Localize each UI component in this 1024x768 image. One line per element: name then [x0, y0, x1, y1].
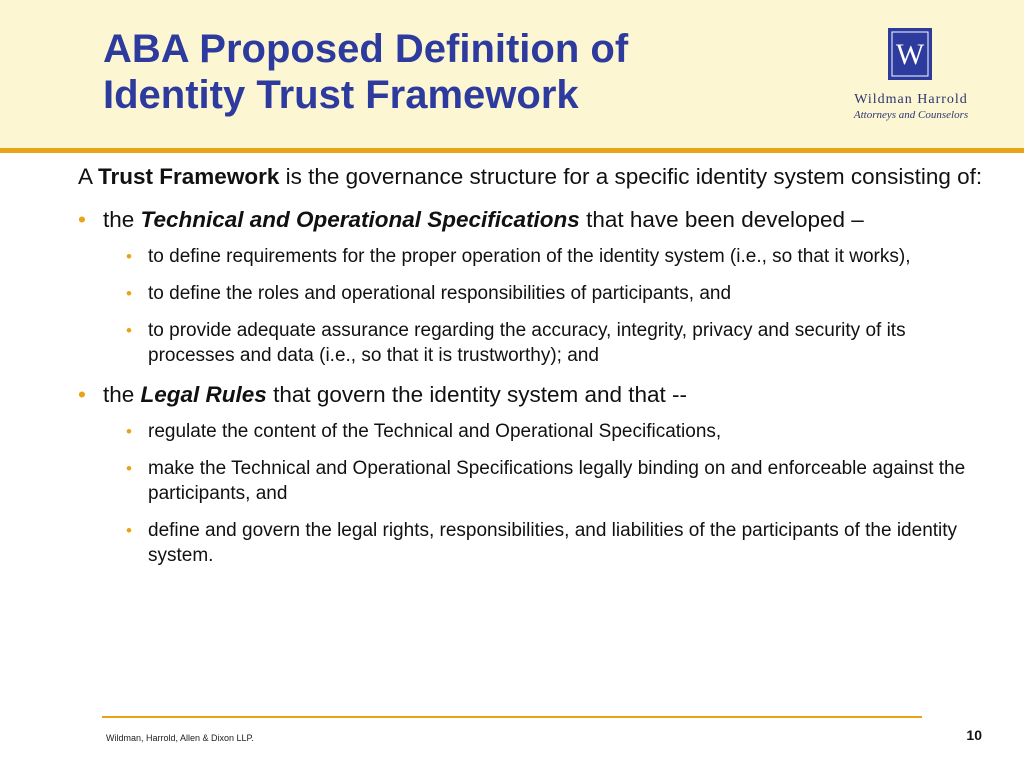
intro-paragraph — [78, 162, 988, 191]
intro-prefix: A — [78, 164, 99, 189]
sub-bullet-item — [122, 456, 988, 506]
bullet-icon: • — [78, 382, 86, 407]
intro-term: Trust Framework — [98, 164, 280, 189]
firm-logo — [836, 28, 986, 128]
bullet-icon: • — [126, 247, 132, 266]
bullet-technical-specifications — [78, 205, 988, 234]
logo-tagline: Attorneys and Counselors — [853, 109, 969, 121]
bullet-icon: • — [126, 321, 132, 340]
slide-title-line-2: Identity Trust Framework — [103, 73, 579, 117]
sub-bullet-item — [122, 518, 988, 568]
bullet-icon: • — [126, 422, 132, 441]
sub-bullet-text: define and govern the legal rights, responsibilities, and liabilities of the participants of the identity system. — [148, 520, 958, 566]
sub-bullet-text: regulate the content of the Technical and Operational Specifications, — [148, 421, 722, 442]
bullet-icon: • — [126, 459, 132, 478]
footer-divider — [102, 716, 922, 718]
footer-firm-name: Wildman, Harrold, Allen & Dixon LLP. — [106, 733, 254, 743]
sub-bullet-text: to define the roles and operational responsibilities of participants, and — [148, 283, 732, 304]
monogram-logo-icon — [888, 28, 932, 80]
bullet-icon: • — [126, 521, 132, 540]
bullet-text: that govern the identity system and that -- — [266, 382, 688, 407]
sub-bullet-text: to provide adequate assurance regarding the accuracy, integrity, privacy and security of its processes and data (i.e., so that it is trustworthy); and — [148, 320, 906, 366]
bullet-prefix: the — [103, 382, 141, 407]
slide-title-line-1: ABA Proposed Definition of — [103, 27, 629, 71]
intro-text: is the governance structure for a specific identity system consisting of: — [279, 164, 983, 189]
header-divider — [0, 148, 1024, 153]
page-number: 10 — [966, 727, 982, 743]
sub-bullet-item — [122, 281, 988, 306]
sub-bullet-item — [122, 244, 988, 269]
slide-body — [78, 162, 988, 580]
bullet-text: that have been developed – — [579, 207, 864, 232]
sub-bullet-item — [122, 318, 988, 368]
bullet-term: Legal Rules — [140, 382, 267, 407]
bullet-icon: • — [126, 284, 132, 303]
bullet-prefix: the — [103, 207, 141, 232]
slide-title — [103, 26, 803, 118]
bullet-icon: • — [78, 207, 86, 232]
bullet-term: Technical and Operational Specifications — [140, 207, 580, 232]
logo-firm-name: Wildman Harrold — [854, 92, 968, 107]
sub-bullet-item — [122, 419, 988, 444]
sub-bullet-text: to define requirements for the proper operation of the identity system (i.e., so that it works), — [148, 246, 911, 267]
sub-bullet-text: make the Technical and Operational Specifications legally binding on and enforceable against the participants, and — [148, 458, 966, 504]
logo-monogram: W — [895, 38, 925, 71]
bullet-legal-rules — [78, 380, 988, 409]
